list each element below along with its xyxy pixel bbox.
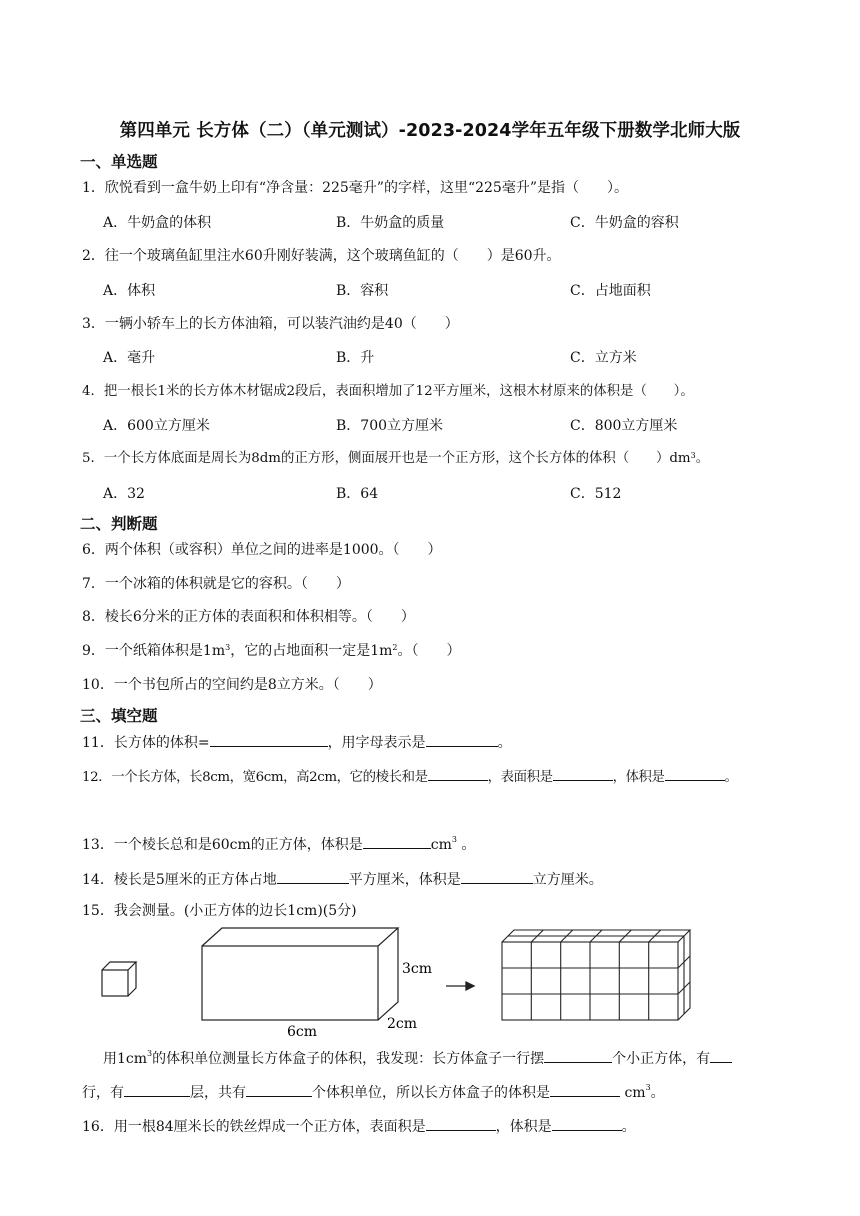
height-label: 3cm xyxy=(402,961,433,977)
superscript: 2 xyxy=(392,643,398,652)
question-5 xyxy=(82,449,709,469)
question-11 xyxy=(82,731,512,753)
question-number: 7． xyxy=(82,576,105,592)
question-6 xyxy=(82,540,442,560)
question-text: 棱长6分米的正方体的表面积和体积相等。（ ） xyxy=(104,609,415,625)
question-number: 1． xyxy=(82,180,105,196)
question-number: 15． xyxy=(82,903,114,919)
question-text: 行，有 xyxy=(82,1085,124,1101)
option-c: C．512 xyxy=(570,486,622,502)
question-text: 。 xyxy=(456,837,476,853)
question-text: 一辆小轿车上的长方体油箱，可以装汽油约是40（ ） xyxy=(104,316,459,332)
answer-blank[interactable] xyxy=(552,1115,622,1131)
question-text: 。 xyxy=(621,1119,636,1135)
question-number: 8． xyxy=(82,609,105,625)
question-14 xyxy=(82,868,603,890)
question-text: 一个书包所占的空间约是8立方米。（ ） xyxy=(113,677,382,693)
unit-cube-icon xyxy=(102,962,136,996)
option-b: B．700立方厘米 xyxy=(336,418,444,434)
question-4 xyxy=(82,382,694,402)
answer-blank[interactable] xyxy=(553,765,613,781)
question-number: 6． xyxy=(82,542,105,558)
section-heading-fill-blank: 三、填空题 xyxy=(80,707,158,725)
question-text: 。 xyxy=(497,735,512,751)
answer-blank[interactable] xyxy=(665,765,725,781)
question-text: 往一个玻璃鱼缸里注水60升刚好装满，这个玻璃鱼缸的（ ）是60升。 xyxy=(104,248,561,264)
question-text: 一个长方体，长8cm，宽6cm，高2cm，它的棱长和是 xyxy=(111,770,428,785)
question-number: 12． xyxy=(82,770,112,785)
option-b: B．64 xyxy=(336,486,379,502)
question-12 xyxy=(82,765,738,788)
question-text: 立方厘米。 xyxy=(532,872,603,888)
question-text: 把一根长1米的长方体木材锯成2段后，表面积增加了12平方厘米，这根木材原来的体积是（ ）。 xyxy=(103,384,694,399)
superscript: 3 xyxy=(225,643,231,652)
question-text: cm xyxy=(430,837,452,853)
question-text: 一个棱长总和是60cm的正方体，体积是 xyxy=(113,837,363,853)
section-heading-single-choice: 一、单选题 xyxy=(80,153,158,171)
question-text: ，体积是 xyxy=(612,770,665,785)
option-a: A．牛奶盒的体积 xyxy=(103,215,212,231)
question-number: 4． xyxy=(82,384,104,399)
answer-blank[interactable] xyxy=(461,868,533,884)
question-text: cm xyxy=(620,1085,646,1101)
question-16 xyxy=(82,1115,636,1137)
option-a: A．毫升 xyxy=(103,350,156,366)
question-9 xyxy=(82,641,460,661)
question-7 xyxy=(82,574,350,594)
superscript: 3 xyxy=(645,1083,651,1092)
option-c: C．立方米 xyxy=(570,350,637,366)
cuboid-measurement-figure xyxy=(82,918,822,1036)
question-text: 两个体积（或容积）单位之间的进率是1000。（ ） xyxy=(104,542,442,558)
question-number: 11． xyxy=(82,735,114,751)
question-text: 长方体的体积= xyxy=(113,735,210,751)
section-heading-true-false: 二、判断题 xyxy=(80,515,158,533)
superscript: 3 xyxy=(690,451,696,460)
question-text: 用1cm xyxy=(103,1051,148,1067)
question-number: 13． xyxy=(82,837,114,853)
answer-blank[interactable] xyxy=(210,731,328,747)
question-text: 个体积单位，所以长方体盒子的体积是 xyxy=(312,1085,550,1101)
width-label: 2cm xyxy=(387,1016,418,1032)
answer-blank[interactable] xyxy=(428,765,488,781)
question-end: 。 xyxy=(695,451,710,466)
question-text: 一个长方体底面是周长为8dm的正方形，侧面展开也是一个正方形，这个长方体的体积（ ）dm xyxy=(103,451,691,466)
answer-blank[interactable] xyxy=(426,731,498,747)
question-text: ，它的占地面积一定是1m xyxy=(230,643,393,659)
question-15-line-2 xyxy=(82,1081,665,1103)
question-text: 的体积单位测量长方体盒子的体积，我发现：长方体盒子一行摆 xyxy=(152,1051,545,1067)
question-1 xyxy=(82,178,628,198)
answer-blank[interactable] xyxy=(363,833,431,849)
superscript: 3 xyxy=(451,835,457,844)
option-c: C．800立方厘米 xyxy=(570,418,678,434)
question-15-line-1 xyxy=(103,1047,732,1069)
question-text: ，表面积是 xyxy=(487,770,553,785)
question-text: 一个纸箱体积是1m xyxy=(104,643,226,659)
question-text: 平方厘米，体积是 xyxy=(348,872,461,888)
superscript: 3 xyxy=(147,1049,153,1058)
question-text: 欣悦看到一盒牛奶上印有“净含量：225毫升”的字样，这里“225毫升”是指（ ）。 xyxy=(104,180,628,196)
question-2 xyxy=(82,246,561,266)
question-text: ，用字母表示是 xyxy=(327,735,426,751)
answer-blank[interactable] xyxy=(124,1081,190,1097)
cuboid-shape xyxy=(202,928,398,1020)
option-a: A．600立方厘米 xyxy=(103,418,210,434)
page-title: 第四单元 长方体（二）（单元测试）-2023-2024学年五年级下册数学北师大版 xyxy=(119,121,741,141)
answer-blank[interactable] xyxy=(710,1047,732,1063)
question-text: 。 xyxy=(650,1085,665,1101)
question-13 xyxy=(82,833,475,855)
option-b: B．升 xyxy=(336,350,375,366)
question-text: 。（ ） xyxy=(397,643,461,659)
question-text: 个小正方体，有 xyxy=(612,1051,711,1067)
question-10 xyxy=(82,675,382,695)
answer-blank[interactable] xyxy=(550,1081,620,1097)
question-8 xyxy=(82,607,415,627)
question-text: 用一根84厘米长的铁丝焊成一个正方体，表面积是 xyxy=(113,1119,426,1135)
question-number: 2． xyxy=(82,248,105,264)
question-text: ，体积是 xyxy=(495,1119,552,1135)
option-b: B．容积 xyxy=(336,283,389,299)
question-number: 9． xyxy=(82,643,105,659)
question-number: 10． xyxy=(82,677,114,693)
question-number: 14． xyxy=(82,872,114,888)
length-label: 6cm xyxy=(287,1024,318,1036)
answer-blank[interactable] xyxy=(277,868,349,884)
question-text: 我会测量。(小正方体的边长1cm)(5分) xyxy=(113,903,357,919)
option-b: B．牛奶盒的质量 xyxy=(336,215,445,231)
question-number: 5． xyxy=(82,451,104,466)
option-a: A．体积 xyxy=(103,283,156,299)
question-text: 一个冰箱的体积就是它的容积。（ ） xyxy=(104,576,350,592)
question-number: 16． xyxy=(82,1119,114,1135)
option-c: C．牛奶盒的容积 xyxy=(570,215,679,231)
arrow-icon xyxy=(446,982,474,990)
option-c: C．占地面积 xyxy=(570,283,651,299)
answer-blank[interactable] xyxy=(246,1081,312,1097)
question-text: 层，共有 xyxy=(190,1085,246,1101)
answer-blank[interactable] xyxy=(544,1047,612,1063)
unit-cubes-grid xyxy=(502,930,690,1020)
question-text: 棱长是5厘米的正方体占地 xyxy=(113,872,277,888)
option-a: A．32 xyxy=(103,486,145,502)
question-number: 3． xyxy=(82,316,105,332)
question-text: 。 xyxy=(724,770,738,785)
question-3 xyxy=(82,314,459,334)
answer-blank[interactable] xyxy=(426,1115,496,1131)
